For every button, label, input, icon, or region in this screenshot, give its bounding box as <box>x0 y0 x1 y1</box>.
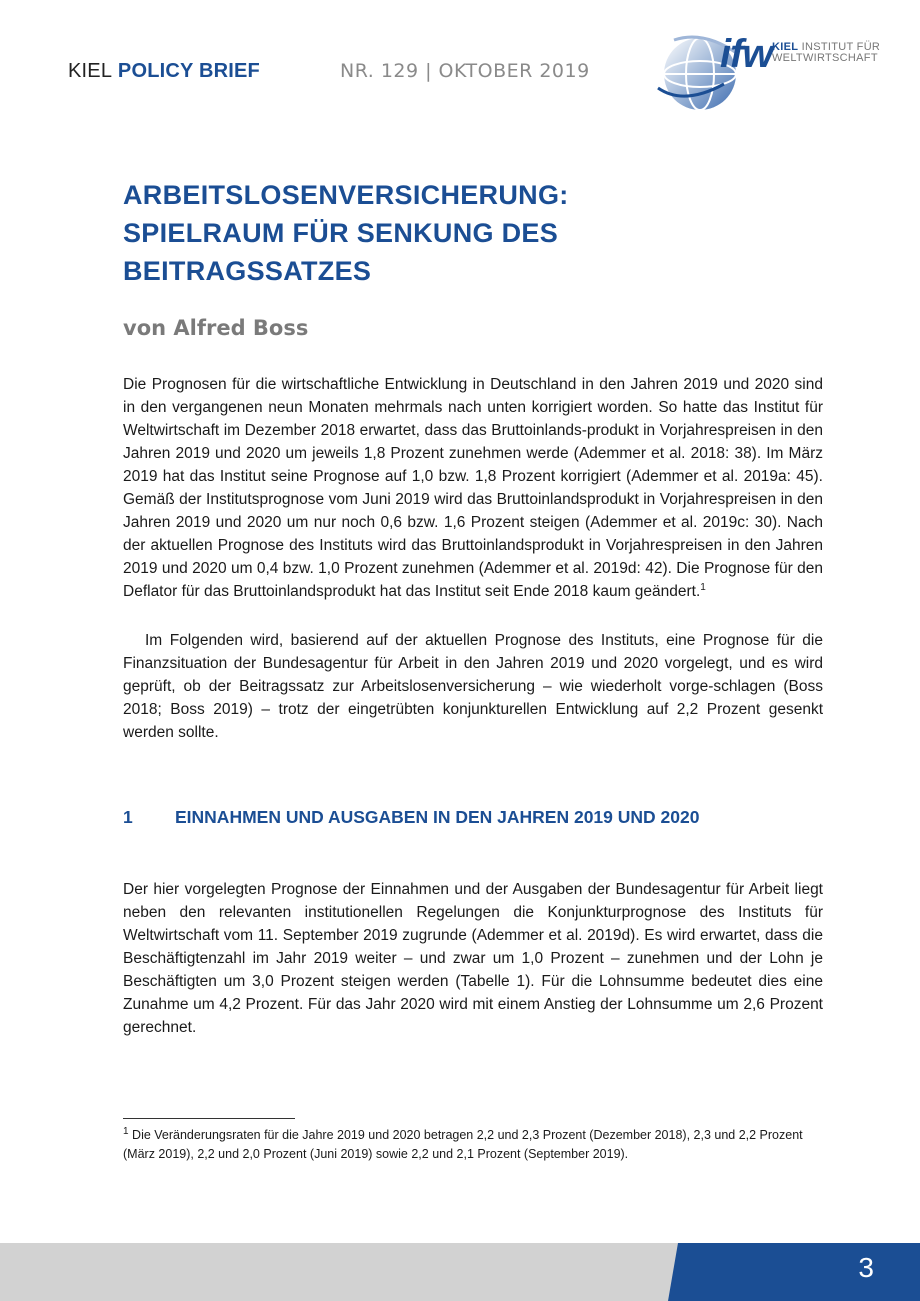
paragraph-outline: Im Folgenden wird, basierend auf der aktuellen Prognose des Instituts, eine Prognose für die Finanzsituation der Bundesagentur für Arbeit in den Jahren 2019 und 2020 vorgelegt, und es wird geprüft, ob der Beitragssatz zur Arbeitslosenversicherung – wie wiederholt vorge-schlagen (Boss 2018; Boss 2019) – trotz der eingetrübten konjunkturellen Entwicklung auf 2,2 Prozent gesenkt werden sollte. <box>123 632 823 741</box>
footnote-reference: 1 <box>700 581 706 593</box>
footnote-marker: 1 <box>123 1125 129 1137</box>
paragraph-intro <box>123 373 823 603</box>
logo-kiel: KIEL <box>772 41 799 53</box>
footnote <box>123 1126 828 1164</box>
footnote-text: Die Veränderungsraten für die Jahre 2019 und 2020 betragen 2,2 und 2,3 Prozent (Dezember 2018), 2,3 und 2,2 Prozent (März 2019), 2,2 und 2,0 Prozent (Juni 2019) sowie 2,2 und 2,1 Prozent (September 2019). <box>123 1128 803 1161</box>
paragraph-section-1: Der hier vorgelegten Prognose der Einnahmen und der Ausgaben der Bundesagentur für Arbeit liegt neben den relevanten institutionellen Regelungen die Konjunkturprognose des Instituts für Weltwirtschaft vom 11. September 2019 zugrunde (Ademmer et al. 2019d). Es wird erwartet, dass die Beschäftigtenzahl im Jahr 2019 weiter – und zwar um 1,0 Prozent – zunehmen und der Lohn je Beschäftigten um 3,0 Prozent steigen werden (Tabelle 1). Für die Lohnsumme bedeutet dies eine Zunahme um 4,2 Prozent. Für das Jahr 2020 wird mit einem Anstieg der Lohnsumme um 2,6 Prozent gerechnet. <box>123 881 823 1036</box>
title-line-1: ARBEITSLOSENVERSICHERUNG: <box>123 180 569 210</box>
logo-weltwirtschaft: WELTWIRTSCHAFT <box>772 52 878 64</box>
author-byline: von Alfred Boss <box>123 316 309 340</box>
section-heading <box>123 804 823 830</box>
footer-page-tab <box>668 1243 920 1301</box>
section-title: EINNAHMEN UND AUSGABEN IN DEN JAHREN 2019 UND 2020 <box>175 807 700 827</box>
logo-mark: ifw <box>720 32 773 76</box>
logo-institut-fuer: INSTITUT FÜR <box>798 41 881 53</box>
page-title <box>123 176 823 290</box>
brand-prefix: KIEL <box>68 60 113 82</box>
brand-policy-brief: POLICY BRIEF <box>112 60 260 82</box>
title-line-3: BEITRAGSSATZES <box>123 256 372 286</box>
ifw-logo <box>650 22 900 122</box>
issue-label: NR. 129 | OKTOBER 2019 <box>340 60 590 82</box>
paragraph-intro-text: Die Prognosen für die wirtschaftliche Entwicklung in Deutschland in den Jahren 2019 und 2020 sind in den vergangenen neun Monaten mehrmals nach unten korrigiert worden. So hatte das Institut für Weltwirtschaft im Dezember 2018 erwartet, dass das Bruttoinlands-produkt in Vorjahrespreisen in den Jahren 2019 und 2020 um jeweils 1,8 Prozent zunehmen werde (Ademmer et al. 2018: 38). Im März 2019 hat das Institut seine Prognose auf 1,0 bzw. 1,8 Prozent korrigiert (Ademmer et al. 2019a: 45). Gemäß der Institutsprognose vom Juni 2019 wird das Bruttoinlandsprodukt in Vorjahrespreisen in den Jahren 2019 und 2020 um nur noch 0,6 bzw. 1,6 Prozent steigen (Ademmer et al. 2019c: 30). Nach der aktuellen Prognose des Instituts wird das Bruttoinlandsprodukt in Vorjahrespreisen in den Jahren 2019 und 2020 um 0,4 bzw. 1,0 Prozent zunehmen (Ademmer et al. 2019d: 42). Die Prognose für den Deflator für das Bruttoinlandsprodukt hat das Institut seit Ende 2018 kaum geändert. <box>123 376 823 600</box>
logo-institute-name <box>772 42 880 64</box>
page-number: 3 <box>858 1252 874 1283</box>
title-line-2: SPIELRAUM FÜR SENKUNG DES <box>123 218 559 248</box>
series-brand <box>68 60 260 83</box>
section-number: 1 <box>123 807 133 827</box>
footnote-divider <box>123 1118 295 1119</box>
